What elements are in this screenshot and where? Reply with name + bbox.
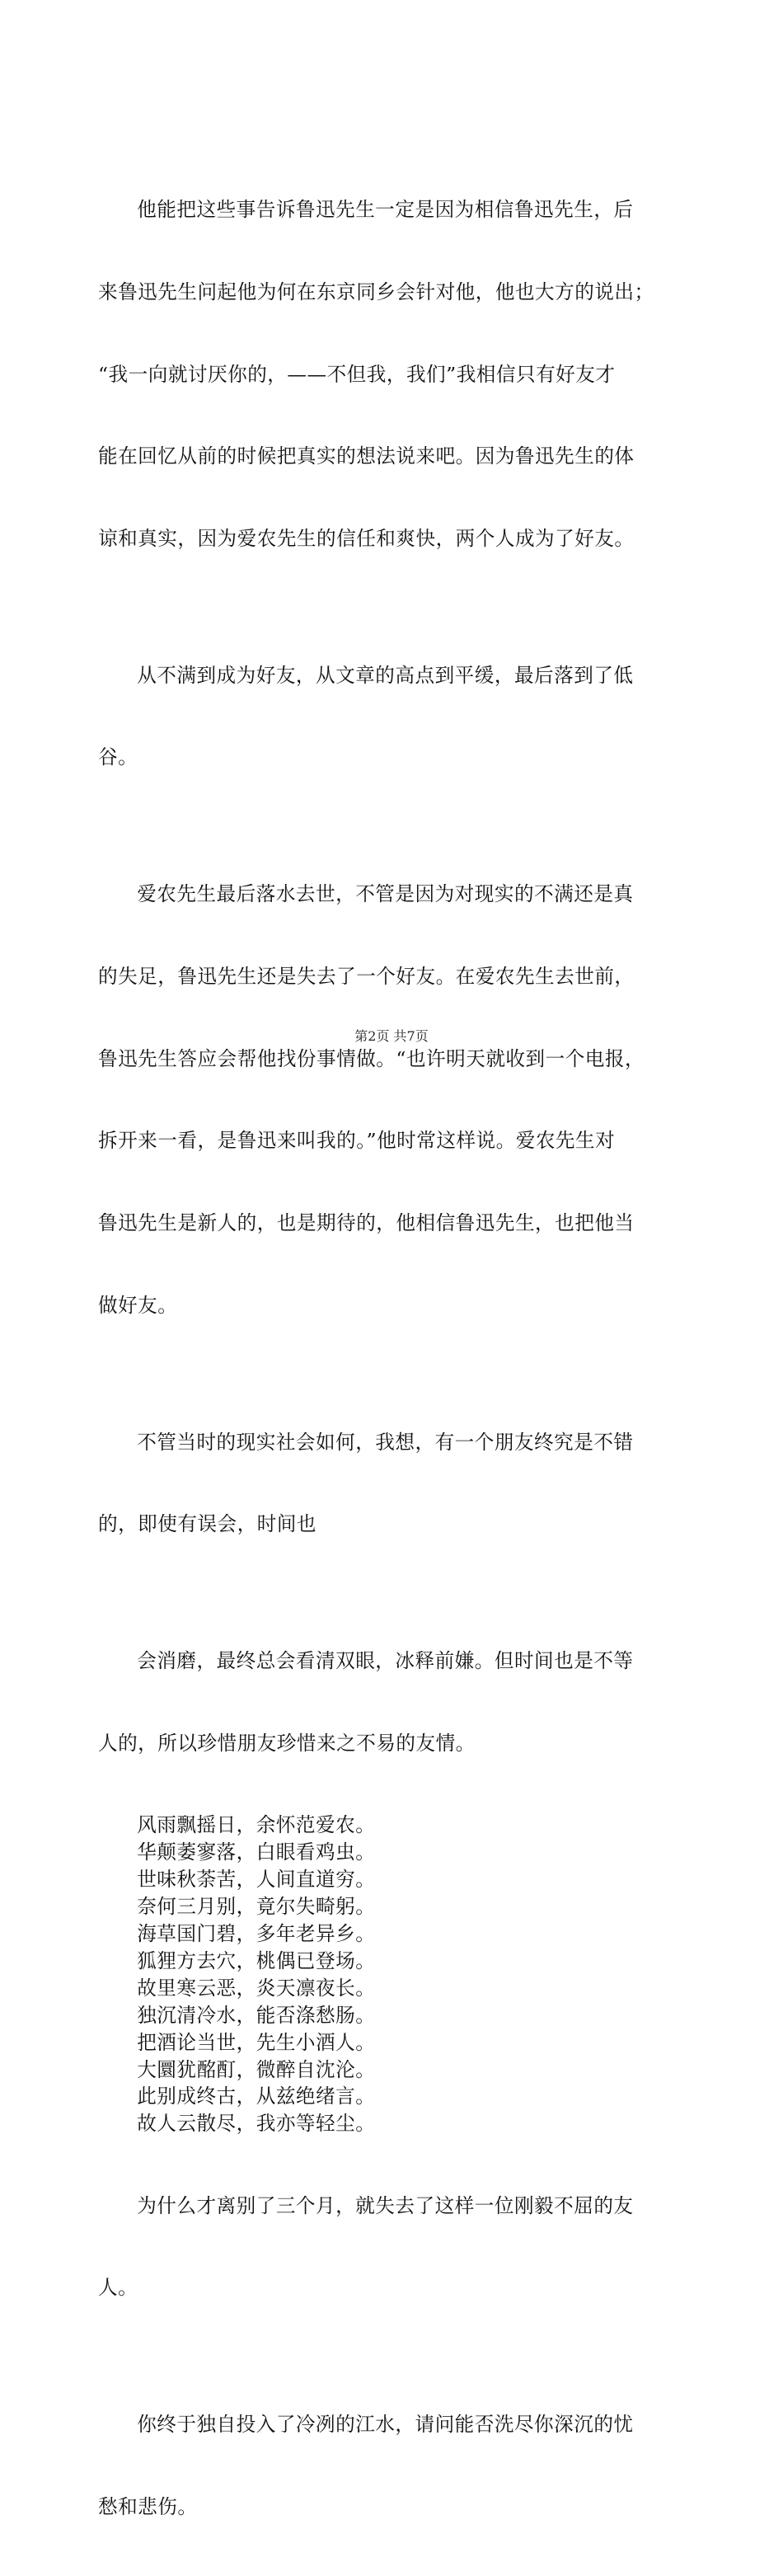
poem-line: 此别成终古，从兹绝绪言。 — [137, 2085, 376, 2108]
text-line: 能在回忆从前的时候把真实的想法说来吧。因为鲁迅先生的体 — [98, 444, 635, 468]
page-number-footer: 第2页 共7页 — [354, 1028, 429, 1044]
poem-line: 奈何三月别，竟尔失畸躬。 — [137, 1895, 376, 1919]
poem-line: 世味秋荼苦，人间直道穷。 — [137, 1868, 376, 1892]
paragraph — [98, 607, 692, 826]
paragraph — [98, 826, 692, 1374]
text-line: 为什么才离别了三个月，就失去了这样一位刚毅不屈的友 — [137, 2193, 634, 2217]
text-line: 你终于独自投入了冷冽的江水，请问能否洗尽你深沉的忧 — [137, 2413, 634, 2437]
poem-line: 大圜犹酩酊，微醉自沈沦。 — [137, 2057, 376, 2081]
paragraph — [98, 1593, 692, 1812]
text-line: 人。 — [98, 2276, 138, 2300]
text-line: 做好友。 — [98, 1293, 178, 1317]
poem-line: 狐狸方去穴，桃偶已登场。 — [137, 1948, 376, 1972]
poem-line: 把酒论当世，先生小酒人。 — [137, 2030, 376, 2054]
text-line: 从不满到成为好友，从文章的高点到平缓，最后落到了低 — [137, 663, 634, 687]
poem-line: 独沉清冷水，能否涤愁肠。 — [137, 2003, 376, 2027]
text-line: 会消磨，最终总会看清双眼，冰释前嫌。但时间也是不等 — [137, 1649, 634, 1673]
poem-line: 海草国门碧，多年老异乡。 — [137, 1922, 376, 1946]
text-line: “我一向就讨厌你的，——不但我，我们”我相信只有好友才 — [98, 362, 616, 386]
text-line: 鲁迅先生答应会帮他找份事情做。“也许明天就收到一个电报， — [98, 1046, 645, 1070]
text-line: 爱农先生最后落水去世，不管是因为对现实的不满还是真 — [137, 882, 634, 906]
text-line: 愁和悲伤。 — [98, 2494, 198, 2518]
poem — [98, 1812, 692, 2137]
text-line: 来鲁迅先生问起他为何在东京同乡会针对他，他也大方的说出； — [98, 280, 654, 304]
paragraph — [98, 1374, 692, 1593]
paragraph — [98, 2137, 692, 2357]
text-line: 谅和真实，因为爱农先生的信任和爽快，两个人成为了好友。 — [98, 526, 635, 550]
text-line: 不管当时的现实社会如何，我想，有一个朋友终究是不错 — [137, 1430, 634, 1454]
text-line: 谷。 — [98, 745, 138, 769]
text-line: 的失足，鲁迅先生还是失去了一个好友。在爱农先生去世前， — [98, 965, 635, 989]
paragraph — [98, 142, 692, 607]
document-body — [98, 142, 692, 2576]
text-line: 的，即使有误会，时间也 — [98, 1512, 317, 1536]
paragraph — [98, 2357, 692, 2576]
poem-line: 故里寒云恶，炎天凛夜长。 — [137, 1976, 376, 2000]
text-line: 拆开来一看，是鲁迅来叫我的。”他时常这样说。爱农先生对 — [98, 1129, 616, 1153]
poem-line: 风雨飘摇日，余怀范爱农。 — [137, 1813, 376, 1837]
text-line: 他能把这些事告诉鲁迅先生一定是因为相信鲁迅先生，后 — [137, 198, 634, 222]
poem-line: 故人云散尽，我亦等轻尘。 — [137, 2112, 376, 2136]
text-line: 人的，所以珍惜朋友珍惜来之不易的友情。 — [98, 1731, 476, 1755]
poem-line: 华颠萎寥落，白眼看鸡虫。 — [137, 1840, 376, 1864]
text-line: 鲁迅先生是新人的，也是期待的，他相信鲁迅先生，也把他当 — [98, 1210, 635, 1234]
